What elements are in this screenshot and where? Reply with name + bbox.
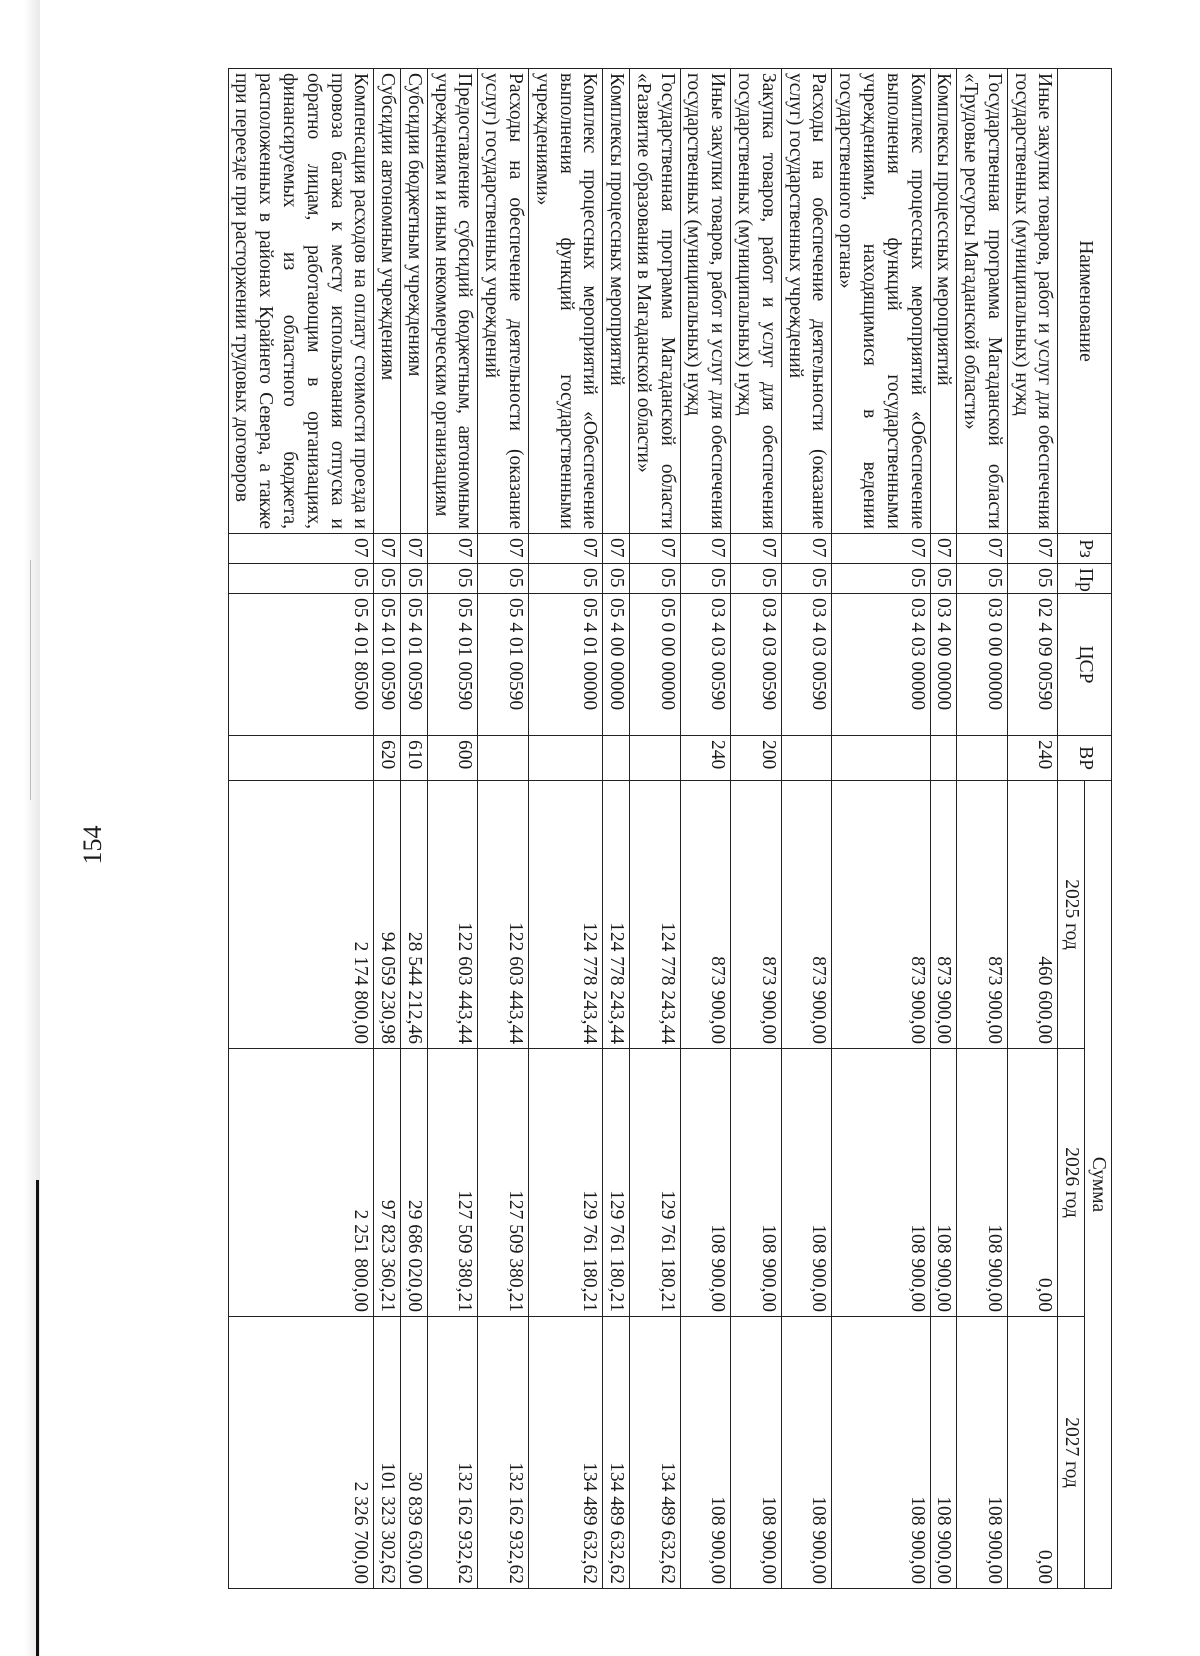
cell-rz: 07 [957, 534, 1008, 564]
cell-2027: 132 162 932,62 [427, 1317, 478, 1589]
cell-pr: 05 [731, 564, 782, 594]
cell-2027: 108 900,00 [930, 1317, 957, 1589]
cell-vr [930, 736, 957, 781]
header-rz: Рз [1058, 534, 1112, 564]
cell-name: Государственная программа Магаданской области «Развитие образования в Магаданской области» [630, 69, 681, 534]
budget-table [228, 68, 1112, 1589]
cell-rz: 07 [630, 534, 681, 564]
cell-2026: 108 900,00 [930, 1049, 957, 1317]
cell-pr: 05 [228, 564, 374, 594]
rotated-page-content [228, 68, 1112, 1589]
cell-name: Субсидии автономным учреждениям [374, 69, 401, 534]
cell-2026: 129 761 180,21 [630, 1049, 681, 1317]
cell-pr: 05 [930, 564, 957, 594]
table-row [832, 69, 930, 1589]
scan-edge [0, 0, 40, 1656]
table-row [680, 69, 731, 1589]
cell-vr [957, 736, 1008, 781]
table-row [478, 69, 529, 1589]
cell-2026: 127 509 380,21 [427, 1049, 478, 1317]
cell-pr: 05 [401, 564, 428, 594]
cell-2025: 873 900,00 [957, 781, 1008, 1049]
cell-vr [228, 736, 374, 781]
cell-csr: 03 4 03 00000 [832, 594, 930, 736]
cell-vr [781, 736, 832, 781]
cell-csr: 05 4 01 00000 [529, 594, 603, 736]
cell-name: Иные закупки товаров, работ и услуг для обеспечения государственных (муниципальных) нужд [680, 69, 731, 534]
cell-rz: 07 [228, 534, 374, 564]
scan-binding-line [36, 1180, 39, 1656]
cell-pr: 05 [832, 564, 930, 594]
cell-pr: 05 [603, 564, 630, 594]
table-row [781, 69, 832, 1589]
cell-2025: 122 603 443,44 [427, 781, 478, 1049]
header-pr: Пр [1058, 564, 1112, 594]
cell-2026: 108 900,00 [680, 1049, 731, 1317]
cell-rz: 07 [374, 534, 401, 564]
cell-vr: 240 [680, 736, 731, 781]
cell-2027: 2 326 700,00 [228, 1317, 374, 1589]
cell-csr: 05 4 01 00590 [401, 594, 428, 736]
cell-vr [603, 736, 630, 781]
cell-2026: 108 900,00 [731, 1049, 782, 1317]
cell-vr [529, 736, 603, 781]
cell-vr: 240 [1007, 736, 1058, 781]
cell-2027: 134 489 632,62 [529, 1317, 603, 1589]
cell-2027: 132 162 932,62 [478, 1317, 529, 1589]
table-row [630, 69, 681, 1589]
cell-2026: 129 761 180,21 [603, 1049, 630, 1317]
cell-csr: 05 4 01 80500 [228, 594, 374, 736]
cell-pr: 05 [680, 564, 731, 594]
table-row [401, 69, 428, 1589]
cell-csr: 05 4 01 00590 [427, 594, 478, 736]
cell-rz: 07 [478, 534, 529, 564]
cell-2026: 127 509 380,21 [478, 1049, 529, 1317]
cell-2025: 460 600,00 [1007, 781, 1058, 1049]
cell-2026: 108 900,00 [781, 1049, 832, 1317]
cell-2027: 108 900,00 [781, 1317, 832, 1589]
cell-pr: 05 [529, 564, 603, 594]
cell-2025: 28 544 212,46 [401, 781, 428, 1049]
header-sum: Сумма [1085, 781, 1112, 1589]
header-name: Наименование [1058, 69, 1112, 534]
cell-2026: 29 686 020,00 [401, 1049, 428, 1317]
header-vr: ВР [1058, 736, 1112, 781]
table-row [427, 69, 478, 1589]
cell-2027: 134 489 632,62 [630, 1317, 681, 1589]
cell-rz: 07 [832, 534, 930, 564]
cell-csr: 02 4 09 00590 [1007, 594, 1058, 736]
cell-vr: 620 [374, 736, 401, 781]
cell-2026: 108 900,00 [832, 1049, 930, 1317]
cell-2025: 94 059 230,98 [374, 781, 401, 1049]
cell-2027: 108 900,00 [680, 1317, 731, 1589]
cell-rz: 07 [401, 534, 428, 564]
cell-name: Государственная программа Магаданской области «Трудовые ресурсы Магаданской области» [957, 69, 1008, 534]
cell-2025: 124 778 243,44 [529, 781, 603, 1049]
cell-vr: 600 [427, 736, 478, 781]
table-row [957, 69, 1008, 1589]
cell-name: Комплексы процессных мероприятий [603, 69, 630, 534]
cell-2026: 129 761 180,21 [529, 1049, 603, 1317]
table-header-row [1085, 69, 1112, 1589]
cell-rz: 07 [603, 534, 630, 564]
cell-name: Закупка товаров, работ и услуг для обеспечения государственных (муниципальных) нужд [731, 69, 782, 534]
cell-pr: 05 [630, 564, 681, 594]
cell-2025: 2 174 800,00 [228, 781, 374, 1049]
cell-csr: 03 4 03 00590 [731, 594, 782, 736]
cell-name: Компенсация расходов на оплату стоимости проезда и провоза багажа к месту использования отпуска и обратно лицам, работающим в организациях, финансируемых из областного бюджета, расположенных в районах Крайнего Севера, а также при переезде при расторжении трудовых договоров [228, 69, 374, 534]
cell-name: Субсидии бюджетным учреждениям [401, 69, 428, 534]
cell-rz: 07 [529, 534, 603, 564]
cell-csr: 03 4 03 00590 [680, 594, 731, 736]
cell-name: Комплексы процессных мероприятий [930, 69, 957, 534]
cell-rz: 07 [427, 534, 478, 564]
header-csr: ЦСР [1058, 594, 1112, 736]
cell-2027: 101 323 302,62 [374, 1317, 401, 1589]
cell-rz: 07 [1007, 534, 1058, 564]
cell-pr: 05 [781, 564, 832, 594]
cell-2027: 108 900,00 [731, 1317, 782, 1589]
table-row [1007, 69, 1058, 1589]
cell-2027: 134 489 632,62 [603, 1317, 630, 1589]
page-number: 154 [78, 825, 107, 865]
cell-2026: 2 251 800,00 [228, 1049, 374, 1317]
cell-2025: 873 900,00 [680, 781, 731, 1049]
cell-csr: 05 4 00 00000 [603, 594, 630, 736]
cell-2027: 30 839 630,00 [401, 1317, 428, 1589]
cell-csr: 03 0 00 00000 [957, 594, 1008, 736]
table-row [731, 69, 782, 1589]
cell-rz: 07 [680, 534, 731, 564]
cell-csr: 03 4 00 00000 [930, 594, 957, 736]
cell-2025: 122 603 443,44 [478, 781, 529, 1049]
header-2026: 2026 год [1058, 1049, 1085, 1317]
cell-csr: 05 4 01 00590 [374, 594, 401, 736]
cell-vr: 610 [401, 736, 428, 781]
cell-name: Расходы на обеспечение деятельности (оказание услуг) государственных учреждений [781, 69, 832, 534]
cell-2025: 873 900,00 [781, 781, 832, 1049]
cell-vr [630, 736, 681, 781]
cell-csr: 03 4 03 00590 [781, 594, 832, 736]
table-row [603, 69, 630, 1589]
cell-vr [832, 736, 930, 781]
scan-artifact-line [30, 560, 31, 800]
cell-name: Комплекс процессных мероприятий «Обеспечение выполнения функций государственными учреждениями» [529, 69, 603, 534]
cell-name: Предоставление субсидий бюджетным, автономным учреждениям и иным некоммерческим организациям [427, 69, 478, 534]
cell-2025: 124 778 243,44 [630, 781, 681, 1049]
table-row [930, 69, 957, 1589]
cell-pr: 05 [478, 564, 529, 594]
cell-rz: 07 [731, 534, 782, 564]
table-row [374, 69, 401, 1589]
cell-pr: 05 [1007, 564, 1058, 594]
cell-rz: 07 [930, 534, 957, 564]
cell-2026: 97 823 360,21 [374, 1049, 401, 1317]
cell-name: Комплекс процессных мероприятий «Обеспечение выполнения функций государственными учреждениями, находящимися в ведении государственного органа» [832, 69, 930, 534]
cell-2026: 108 900,00 [957, 1049, 1008, 1317]
cell-2027: 108 900,00 [832, 1317, 930, 1589]
cell-csr: 05 0 00 00000 [630, 594, 681, 736]
header-2027: 2027 год [1058, 1317, 1085, 1589]
cell-pr: 05 [374, 564, 401, 594]
cell-name: Расходы на обеспечение деятельности (оказание услуг) государственных учреждений [478, 69, 529, 534]
table-row [228, 69, 374, 1589]
cell-name: Иные закупки товаров, работ и услуг для обеспечения государственных (муниципальных) нужд [1007, 69, 1058, 534]
cell-2026: 0,00 [1007, 1049, 1058, 1317]
cell-pr: 05 [957, 564, 1008, 594]
table-body [228, 69, 1058, 1589]
cell-2025: 873 900,00 [832, 781, 930, 1049]
cell-pr: 05 [427, 564, 478, 594]
cell-vr [478, 736, 529, 781]
cell-2027: 108 900,00 [957, 1317, 1008, 1589]
cell-2027: 0,00 [1007, 1317, 1058, 1589]
cell-2025: 873 900,00 [731, 781, 782, 1049]
header-2025: 2025 год [1058, 781, 1085, 1049]
table-row [529, 69, 603, 1589]
cell-vr: 200 [731, 736, 782, 781]
cell-rz: 07 [781, 534, 832, 564]
cell-2025: 873 900,00 [930, 781, 957, 1049]
cell-csr: 05 4 01 00590 [478, 594, 529, 736]
cell-2025: 124 778 243,44 [603, 781, 630, 1049]
